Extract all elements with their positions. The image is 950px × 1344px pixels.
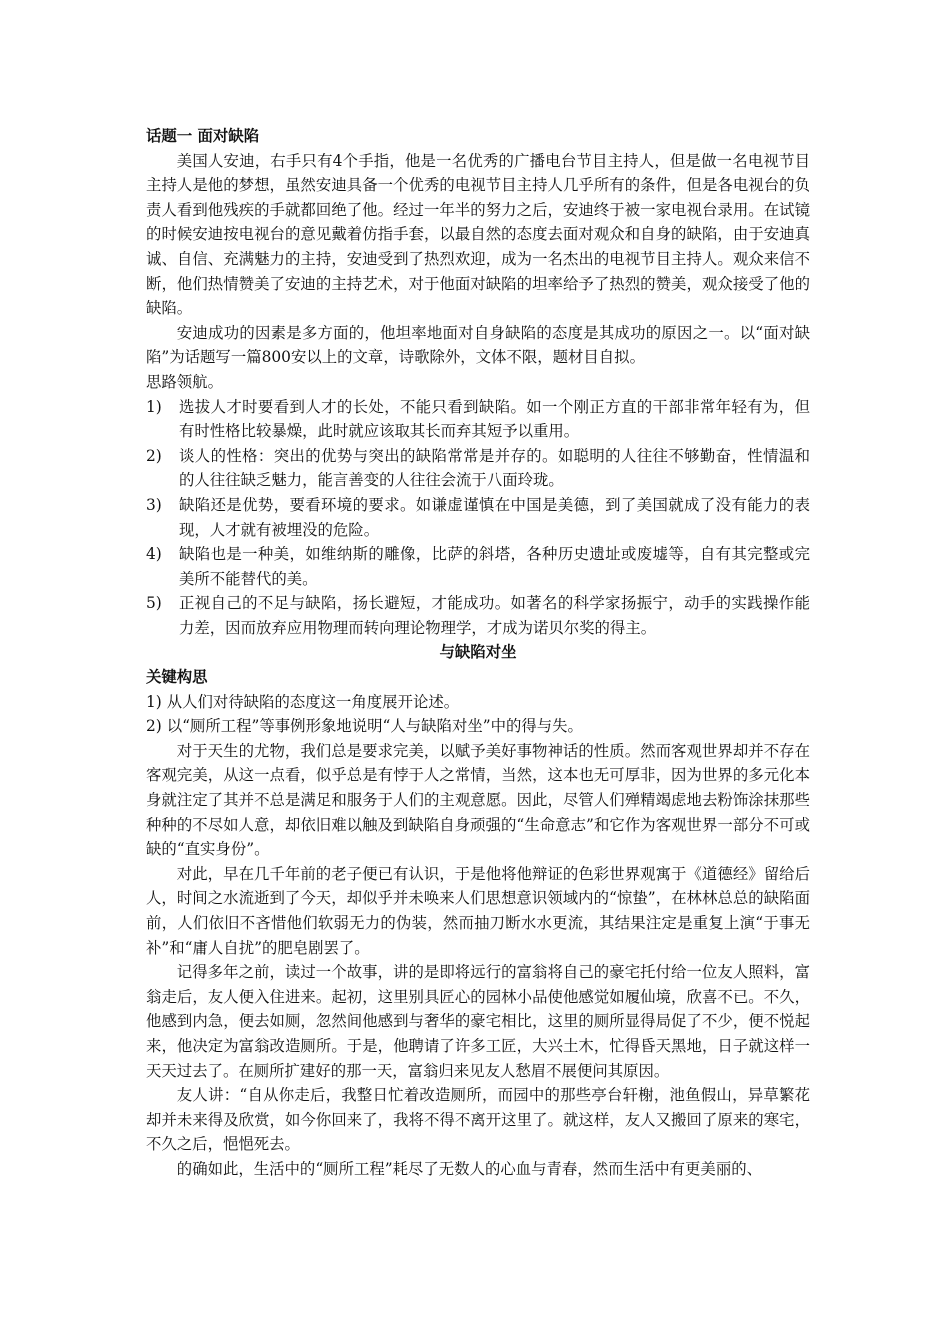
guide-item — [146, 542, 810, 591]
key-item-text: 以“厕所工程”等事例形象地说明“人与缺陷对坐”中的得与失。 — [166, 717, 583, 736]
guide-item-text: 谈人的性格：突出的优势与突出的缺陷常常是并存的。如聪明的人往往不够勤奋，性情温和的人往往缺乏魅力，能言善变的人往往会流于八面玲珑。 — [179, 446, 810, 490]
essay-paragraph-4: 友人讲：“自从你走后，我整日忙着改造厕所，而园中的那些亭台轩榭，池鱼假山，异草繁花却并未来得及欣赏，如今你回来了，我将不得不离开这里了。就这样，友人又搬回了原来的寒宅，不久之后，悒悒死去。 — [146, 1086, 810, 1154]
guide-item-number: 1) — [146, 397, 162, 416]
key-item — [146, 690, 810, 715]
essay-title: 与缺陷对坐 — [439, 643, 517, 662]
topic-title: 话题一 面对缺陷 — [146, 127, 260, 145]
guide-label: 思路领航。 — [146, 372, 223, 391]
guide-item-text: 选拔人才时要看到人才的长处，不能只看到缺陷。如一个刚正方直的干部非常年轻有为，但有时性格比较暴燥，此时就应该取其长而弃其短予以重用。 — [179, 397, 810, 441]
guide-item-text: 缺陷也是一种美，如维纳斯的雕像，比萨的斜塔，各种历史遗址或废墟等，自有其完整或完美所不能替代的美。 — [179, 545, 810, 588]
document-page — [146, 124, 810, 1182]
guide-item-number: 2) — [146, 446, 162, 465]
key-list — [146, 690, 810, 739]
guide-item-number: 3) — [146, 495, 162, 514]
guide-item-number: 4) — [146, 545, 162, 564]
intro-paragraph-2: 安迪成功的因素是多方面的，他坦率地面对自身缺陷的态度是其成功的原因之一。以“面对缺陷”为话题写一篇800安以上的文章，诗歌除外，文体不限，题材目自拟。 — [146, 323, 810, 367]
essay-paragraph-1: 对于天生的尤物，我们总是要求完美，以赋予美好事物神话的性质。然而客观世界却并不存在客观完美，从这一点看，似乎总是有悖于人之常情，当然，这本也无可厚非，因为世界的多元化本身就注定了其并不总是满足和服务于人们的主观意愿。因此，尽管人们殚精竭虑地去粉饰涂抹那些种种的不尽如人意，却依旧难以触及到缺陷自身顽强的“生命意志”和它作为客观世界一部分不可或缺的“直实身份”。 — [146, 741, 810, 859]
guide-item — [146, 395, 810, 444]
intro-paragraph-1: 美国人安迪，右手只有4个手指，他是一名优秀的广播电台节目主持人，但是做一名电视节目主持人是他的梦想，虽然安迪具备一个优秀的电视节目主持人几乎所有的条件，但是各电视台的负责人看到他残疾的手就都回绝了他。经过一年半的努力之后，安迪终于被一家电视台录用。在试镜的时候安迪按电视台的意见戴着仿指手套，以最自然的态度去面对观众和自身的缺陷，由于安迪真诚、自信、充满魅力的主持，安迪受到了热烈欢迎，成为一名杰出的电视节目主持人。观众来信不断，他们热情赞美了安迪的主持艺术，对于他面对缺陷的坦率给予了热烈的赞美，观众接受了他的缺陷。 — [146, 151, 810, 318]
guide-item-number: 5) — [146, 594, 162, 613]
key-item-number: 2) — [146, 717, 162, 736]
key-item-number: 1) — [146, 692, 162, 711]
guide-item-text: 缺陷还是优势，要看环境的要求。如谦虚谨慎在中国是美德，到了美国就成了没有能力的表现，人才就有被埋没的危险。 — [179, 495, 810, 539]
essay-paragraph-3: 记得多年之前，读过一个故事，讲的是即将远行的富翁将自己的豪宅托付给一位友人照料，富翁走后，友人便入住进来。起初，这里别具匠心的园林小品使他感觉如履仙境，欣喜不已。不久，他感到内急，便去如厕，忽然间他感到与奢华的豪宅相比，这里的厕所显得局促了不少，便不悦起来，他决定为富翁改造厕所。于是，他聘请了许多工匠，大兴土木，忙得昏天黑地，日子就这样一天天过去了。在厕所扩建好的那一天，富翁归来见友人愁眉不展便问其原因。 — [146, 963, 810, 1080]
essay-paragraph-5: 的确如此，生活中的“厕所工程”耗尽了无数人的心血与青春，然而生活中有更美丽的、 — [176, 1159, 762, 1178]
essay-paragraph-2: 对此，早在几千年前的老子便已有认识，于是他将他辩证的色彩世界观寓于《道德经》留给后人，时间之水流逝到了今天，却似乎并未唤来人们思想意识领域内的“惊蛰”，在林林总总的缺陷面前，人们依旧不吝惜他们软弱无力的伪装，然而抽刀断水水更流，其结果注定是重复上演“于事无补”和“庸人自扰”的肥皂剧罢了。 — [146, 864, 810, 957]
guide-item — [146, 591, 810, 640]
key-item-text: 从人们对待缺陷的态度这一角度展开论述。 — [166, 692, 460, 711]
guide-item-text: 正视自己的不足与缺陷，扬长避短，才能成功。如著名的科学家扬振宁，动手的实践操作能力差，因而放弃应用物理而转向理论物理学，才成为诺贝尔奖的得主。 — [179, 594, 810, 637]
key-label: 关键构思 — [146, 668, 208, 687]
guide-item — [146, 444, 810, 493]
guide-list — [146, 395, 810, 641]
key-item — [146, 714, 810, 739]
guide-item — [146, 493, 810, 542]
